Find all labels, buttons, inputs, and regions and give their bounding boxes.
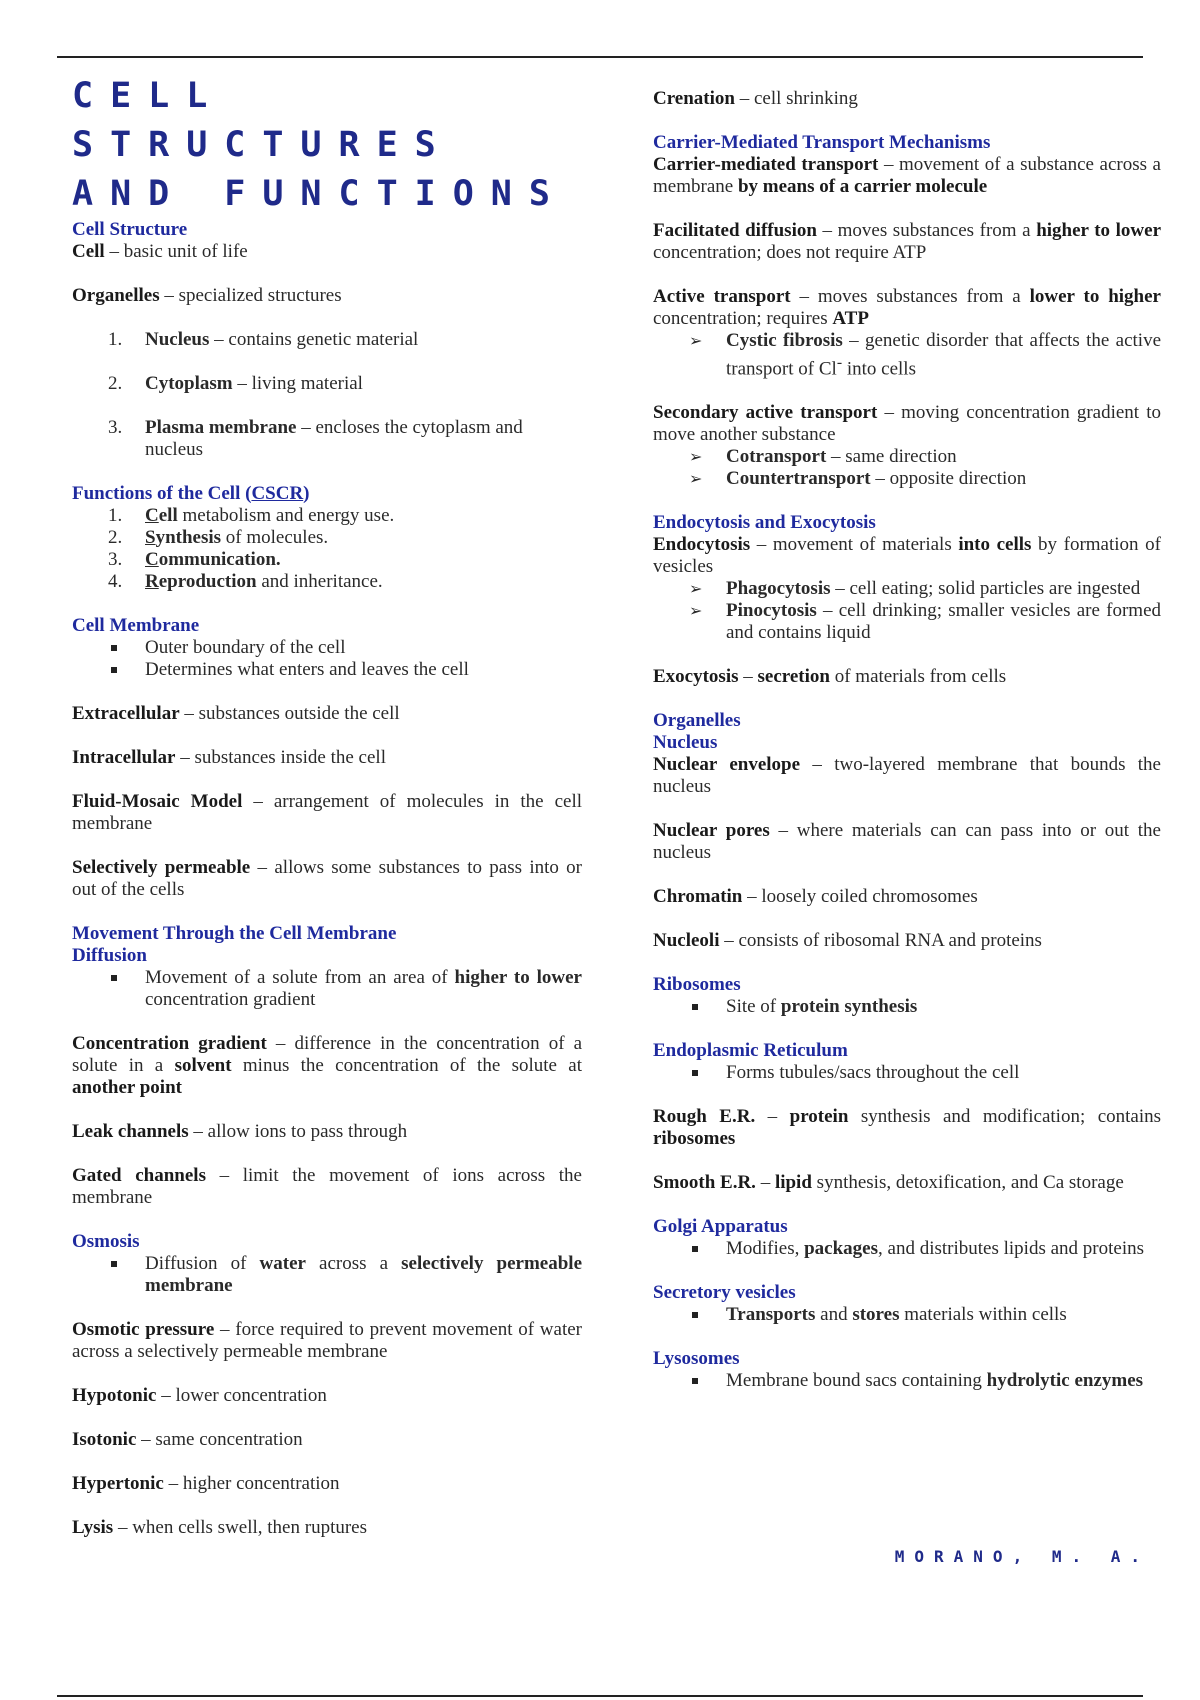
isotonic-definition: Isotonic – same concentration — [72, 1429, 303, 1450]
list-item: ➢ Countertransport – opposite direction — [653, 468, 1161, 490]
osmosis-bullets — [72, 1253, 582, 1297]
list-item: Site of protein synthesis — [653, 996, 1161, 1018]
concentration-gradient-definition: Concentration gradient – difference in the concentration of a solute in a solvent minus the concentration of the solute at another point — [72, 1033, 583, 1098]
crenation-definition: Crenation – cell shrinking — [653, 88, 858, 109]
smooth-er-definition: Smooth E.R. – lipid synthesis, detoxification, and Ca storage — [653, 1172, 1124, 1194]
carrier-definition: Carrier-mediated transport – movement of a substance across a membrane by means of a carrier molecule — [653, 154, 1161, 197]
nuclear-pores-definition: Nuclear pores – where materials can can pass into or out the nucleus — [653, 820, 1161, 864]
organelles-definition: Organelles – specialized structures — [72, 285, 342, 306]
list-item: 1. Nucleus – contains genetic material — [108, 329, 419, 350]
endocytosis-bullets — [653, 578, 1161, 644]
gated-channels-definition: Gated channels – limit the movement of ions across the membrane — [72, 1165, 582, 1208]
facilitated-diffusion-definition: Facilitated diffusion – moves substances from a higher to lower concentration; does not require ATP — [653, 220, 1162, 263]
selectively-permeable-definition: Selectively permeable – allows some substances to pass into or out of the cells — [72, 857, 583, 900]
list-item: 2. Cytoplasm – living material — [108, 373, 363, 394]
list-item: 3. Communication. — [108, 549, 281, 570]
chromatin-definition: Chromatin – loosely coiled chromosomes — [653, 886, 978, 908]
cell-structure-heading: Cell Structure — [72, 219, 188, 240]
lysosomes-bullets — [653, 1370, 1161, 1392]
list-item: 2. Synthesis of molecules. — [108, 527, 329, 548]
document-title — [72, 72, 582, 219]
endocytosis-heading: Endocytosis and Exocytosis — [653, 512, 876, 534]
nuclear-envelope-definition: Nuclear envelope – two-layered membrane that bounds the nucleus — [653, 754, 1161, 798]
fluid-mosaic-definition: Fluid-Mosaic Model – arrangement of molecules in the cell membrane — [72, 791, 582, 834]
secondary-active-transport-definition: Secondary active transport – moving concentration gradient to move another substance — [653, 402, 1161, 446]
extracellular-definition: Extracellular – substances outside the cell — [72, 703, 400, 724]
functions-heading: Functions of the Cell (CSCR) — [72, 483, 310, 504]
osmosis-heading: Osmosis — [72, 1231, 140, 1252]
list-item: ➢ Phagocytosis – cell eating; solid particles are ingested — [653, 578, 1161, 600]
secretory-bullets — [653, 1304, 1161, 1326]
title-line-2: AND FUNCTIONS — [72, 174, 567, 214]
right-column — [653, 88, 1161, 1392]
leak-channels-definition: Leak channels – allow ions to pass through — [72, 1121, 408, 1142]
nucleoli-definition: Nucleoli – consists of ribosomal RNA and proteins — [653, 930, 1042, 952]
author-signature: MORANO, M. A. — [894, 1547, 1150, 1566]
carrier-heading: Carrier-Mediated Transport Mechanisms — [653, 132, 991, 153]
nucleus-heading: Nucleus — [653, 732, 718, 754]
cell-membrane-heading: Cell Membrane — [72, 615, 200, 636]
list-item: Modifies, packages, and distributes lipids and proteins — [653, 1238, 1161, 1260]
list-item: Transports and stores materials within cells — [653, 1304, 1161, 1326]
list-item: 1. Cell metabolism and energy use. — [108, 505, 395, 526]
intracellular-definition: Intracellular – substances inside the cell — [72, 747, 386, 768]
cell-definition: Cell – basic unit of life — [72, 241, 248, 262]
secondary-bullets — [653, 446, 1161, 490]
list-item: ➢ Pinocytosis – cell drinking; smaller vesicles are formed and contains liquid — [653, 600, 1161, 644]
hypertonic-definition: Hypertonic – higher concentration — [72, 1473, 340, 1494]
hypotonic-definition: Hypotonic – lower concentration — [72, 1385, 327, 1406]
bottom-rule — [57, 1695, 1143, 1697]
er-bullets — [653, 1062, 1161, 1084]
er-heading: Endoplasmic Reticulum — [653, 1040, 848, 1062]
list-item: ➢ Cotransport – same direction — [653, 446, 1161, 468]
exocytosis-definition: Exocytosis – secretion of materials from cells — [653, 666, 1007, 688]
list-item: Outer boundary of the cell — [72, 637, 582, 659]
list-item: Determines what enters and leaves the cell — [72, 659, 582, 681]
list-item: ➢ Cystic fibrosis – genetic disorder that affects the active transport of Cl- into cells — [653, 330, 1161, 380]
title-line-1: CELL STRUCTURES — [72, 76, 453, 165]
functions-list — [72, 505, 582, 593]
list-item: 3. Plasma membrane – encloses the cytoplasm and nucleus — [108, 417, 523, 460]
active-transport-definition: Active transport – moves substances from a lower to higher concentration; requires ATP — [653, 286, 1161, 329]
list-item: Diffusion of water across a selectively permeable membrane — [72, 1253, 582, 1297]
lysis-definition: Lysis – when cells swell, then ruptures — [72, 1517, 368, 1538]
top-rule — [57, 56, 1143, 58]
left-column — [72, 72, 582, 1539]
organelles-heading: Organelles — [653, 710, 741, 732]
golgi-bullets — [653, 1238, 1161, 1260]
active-transport-bullets — [653, 330, 1161, 380]
membrane-bullets — [72, 637, 582, 681]
list-item: Forms tubules/sacs throughout the cell — [653, 1062, 1161, 1084]
rough-er-definition: Rough E.R. – protein synthesis and modification; contains ribosomes — [653, 1106, 1162, 1150]
diffusion-bullets — [72, 967, 582, 1011]
ribosomes-bullets — [653, 996, 1161, 1018]
list-item: Movement of a solute from an area of higher to lower concentration gradient — [72, 967, 582, 1011]
lysosomes-heading: Lysosomes — [653, 1348, 740, 1370]
list-item: 4. Reproduction and inheritance. — [108, 571, 383, 592]
ribosomes-heading: Ribosomes — [653, 974, 741, 996]
list-item: Membrane bound sacs containing hydrolytic enzymes — [653, 1370, 1161, 1392]
organelle-list — [72, 329, 582, 461]
golgi-heading: Golgi Apparatus — [653, 1216, 788, 1238]
movement-heading: Movement Through the Cell Membrane — [72, 923, 397, 944]
osmotic-pressure-definition: Osmotic pressure – force required to prevent movement of water across a selectively permeable membrane — [72, 1319, 582, 1362]
diffusion-heading: Diffusion — [72, 945, 147, 966]
secretory-heading: Secretory vesicles — [653, 1282, 796, 1304]
endocytosis-definition: Endocytosis – movement of materials into cells by formation of vesicles — [653, 534, 1161, 578]
